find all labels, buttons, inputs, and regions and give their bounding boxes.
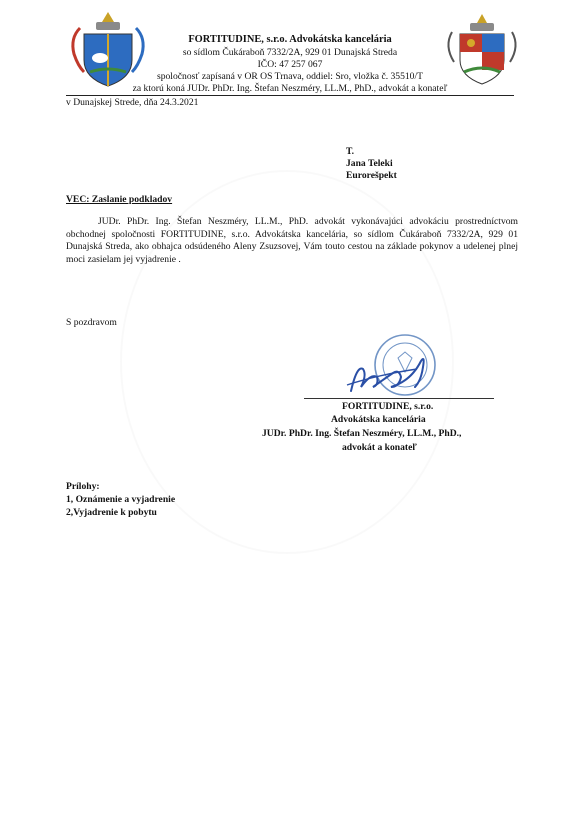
- recipient-org: Eurorešpekt: [346, 170, 397, 181]
- greeting: S pozdravom: [66, 317, 117, 328]
- attachments-title: Prílohy:: [66, 481, 100, 492]
- handwritten-signature-icon: [345, 355, 435, 400]
- firm-address: so sídlom Čukárabоň 7332/2A, 929 01 Dunajská Streda: [182, 47, 398, 58]
- subject-line: VEC: Zaslanie podkladov: [66, 194, 173, 205]
- firm-registry: spoločnosť zapísaná v OR OS Trnava, oddiel: Sro, vložka č. 35510/T: [156, 71, 424, 82]
- sig-role: advokát a konateľ: [342, 442, 417, 453]
- letter-body: JUDr. PhDr. Ing. Štefan Neszméry, LL.M., PhD. advokát vykonávajúci advokáciu prostredníctvom obchodnej spoločnosti FORTITUDINE, s.r.o. Advokátska kancelária, so sídlom Čukárabоň 7332/2A, 929 01 Dunajská Streda, ako obhajca odsúdeného Aleny Zsuzsovej, Vám touto cestou na základe pokynov a udelenej plnej moci zasielam jej vyjadrenie .: [66, 216, 518, 265]
- firm-ico: IČO: 47 257 067: [257, 59, 323, 70]
- signature-line: [304, 398, 494, 399]
- attachment-item: 1, Oznámenie a vyjadrenie: [66, 494, 176, 505]
- recipient-name: Jana Teleki: [346, 158, 393, 169]
- firm-name: FORTITUDINE, s.r.o. Advokátska kancelária: [188, 34, 392, 45]
- sig-office: Advokátska kancelária: [331, 414, 426, 425]
- attachment-item: 2,Vyjadrenie k pobytu: [66, 507, 157, 518]
- sig-firm: FORTITUDINE, s.r.o.: [342, 401, 434, 412]
- firm-acting: za ktorú koná JUDr. PhDr. Ing. Štefan Neszméry, LL.M., PhD., advokát a konateľ: [132, 83, 448, 94]
- header-divider: [66, 95, 514, 96]
- recipient-prefix: T.: [346, 146, 355, 157]
- sig-attorney: JUDr. PhDr. Ing. Štefan Neszméry, LL.M., PhD.,: [262, 428, 462, 439]
- place-date: v Dunajskej Strede, dňa 24.3.2021: [66, 97, 199, 108]
